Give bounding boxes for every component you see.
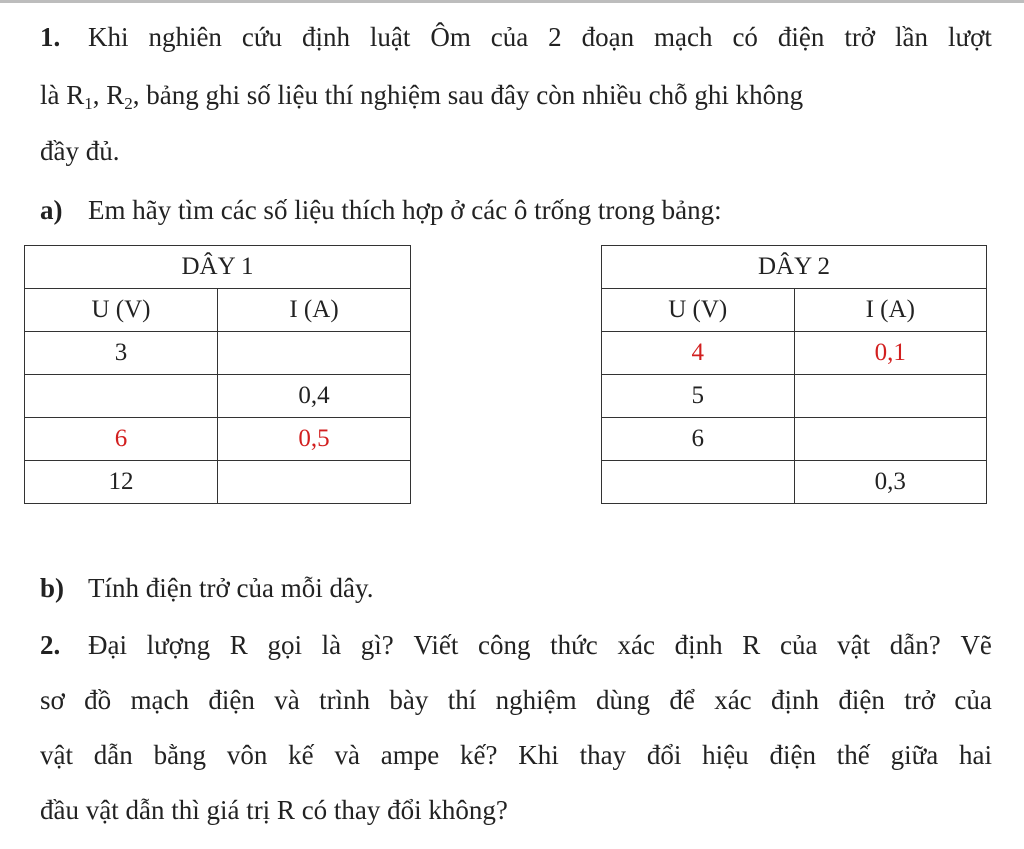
q2-line-1-words bbox=[88, 628, 992, 662]
top-border bbox=[0, 0, 1024, 3]
part-a bbox=[40, 193, 722, 227]
word: kế? bbox=[460, 740, 498, 770]
word: Khi bbox=[518, 740, 559, 770]
word: công bbox=[478, 630, 531, 660]
word: của bbox=[490, 22, 529, 52]
word: nghiệm bbox=[495, 685, 577, 715]
word: là bbox=[321, 630, 342, 660]
table-2-cell-i: 0,1 bbox=[794, 332, 987, 375]
word: của bbox=[779, 630, 818, 660]
word: thế bbox=[836, 740, 870, 770]
q1-line-2-c: , bảng ghi số liệu thí nghiệm sau đây còn nhiều chỗ ghi không bbox=[132, 80, 804, 110]
word: trình bbox=[319, 685, 371, 715]
word: và bbox=[334, 740, 360, 770]
q2-line-2 bbox=[40, 683, 992, 717]
table-row bbox=[602, 418, 987, 461]
subscript-2: 2 bbox=[124, 94, 133, 113]
q2-line-4: đầu vật dẫn thì giá trị R có thay đổi không? bbox=[40, 795, 508, 825]
q1-line-1-words bbox=[88, 20, 992, 54]
word: mạch bbox=[130, 685, 189, 715]
word: định bbox=[771, 685, 820, 715]
word: sơ bbox=[40, 685, 65, 715]
word: trở bbox=[844, 22, 876, 52]
table-2-title: DÂY 2 bbox=[602, 246, 987, 289]
part-b bbox=[40, 571, 373, 605]
table-1-cell-i: 0,4 bbox=[218, 375, 411, 418]
table-1-cell-u: 3 bbox=[25, 332, 218, 375]
table-2-header-i: I (A) bbox=[794, 289, 987, 332]
part-a-text: Em hãy tìm các số liệu thích hợp ở các ô trống trong bảng: bbox=[88, 195, 722, 225]
word: giữa bbox=[890, 740, 939, 770]
word: 2 bbox=[548, 22, 562, 52]
table-1-cell-i: 0,5 bbox=[218, 418, 411, 461]
word: dẫn bbox=[93, 740, 133, 770]
word: hai bbox=[958, 740, 992, 770]
word: Ôm bbox=[430, 22, 471, 52]
word: Vẽ bbox=[960, 630, 992, 660]
word: dùng bbox=[596, 685, 650, 715]
word: để bbox=[669, 685, 695, 715]
table-row bbox=[25, 375, 411, 418]
word: mạch bbox=[654, 22, 713, 52]
word: điện bbox=[769, 740, 816, 770]
word: vật bbox=[837, 630, 871, 660]
table-row bbox=[25, 332, 411, 375]
table-1-header-i: I (A) bbox=[218, 289, 411, 332]
table-1-title: DÂY 1 bbox=[25, 246, 411, 289]
word: định bbox=[301, 22, 350, 52]
table-2-cell-u: 5 bbox=[602, 375, 795, 418]
table-1-cell-u bbox=[25, 375, 218, 418]
table-row bbox=[602, 461, 987, 504]
word: định bbox=[674, 630, 723, 660]
word: đổi bbox=[646, 740, 682, 770]
word: Đại bbox=[88, 630, 127, 660]
word: ampe bbox=[380, 740, 440, 770]
table-1-cell-u: 12 bbox=[25, 461, 218, 504]
word: lượt bbox=[947, 22, 992, 52]
table-row bbox=[602, 375, 987, 418]
part-a-label: a) bbox=[40, 195, 63, 225]
q1-line-1 bbox=[40, 20, 992, 54]
word: kế bbox=[288, 740, 314, 770]
word: của bbox=[954, 685, 992, 715]
word: cứu bbox=[241, 22, 282, 52]
word: xác bbox=[617, 630, 655, 660]
word: thức bbox=[550, 630, 598, 660]
table-day-1 bbox=[24, 245, 411, 504]
table-2-cell-i: 0,3 bbox=[794, 461, 987, 504]
table-2-cell-i bbox=[794, 418, 987, 461]
word: điện bbox=[208, 685, 255, 715]
q1-line-2-b: , R bbox=[92, 80, 125, 110]
word: hiệu bbox=[702, 740, 749, 770]
part-b-text: Tính điện trở của mỗi dây. bbox=[88, 573, 374, 603]
table-2-cell-u bbox=[602, 461, 795, 504]
word: bằng bbox=[153, 740, 207, 770]
word: có bbox=[732, 22, 758, 52]
word: thay bbox=[579, 740, 627, 770]
word: lần bbox=[895, 22, 929, 52]
q2-line-1 bbox=[40, 628, 992, 662]
table-1-cell-u: 6 bbox=[25, 418, 218, 461]
q1-line-3: đầy đủ. bbox=[40, 136, 120, 166]
word: xác bbox=[714, 685, 752, 715]
word: R bbox=[229, 630, 248, 660]
word: dẫn? bbox=[889, 630, 941, 660]
subscript-1: 1 bbox=[84, 94, 93, 113]
word: đồ bbox=[84, 685, 112, 715]
q1-line-2 bbox=[40, 78, 803, 112]
word: luật bbox=[369, 22, 411, 52]
table-2-cell-u: 6 bbox=[602, 418, 795, 461]
table-2-header-u: U (V) bbox=[602, 289, 795, 332]
word: trở bbox=[904, 685, 936, 715]
word: và bbox=[274, 685, 300, 715]
word: bày bbox=[389, 685, 429, 715]
word: R bbox=[742, 630, 761, 660]
table-row bbox=[25, 461, 411, 504]
part-b-label: b) bbox=[40, 573, 65, 603]
word: gì? bbox=[360, 630, 394, 660]
word: Khi bbox=[88, 22, 129, 52]
word: Viết bbox=[413, 630, 459, 660]
word: thí bbox=[447, 685, 477, 715]
table-1-cell-i bbox=[218, 461, 411, 504]
q1-line-2-a: là R bbox=[40, 80, 85, 110]
table-row bbox=[602, 332, 987, 375]
table-1-header-u: U (V) bbox=[25, 289, 218, 332]
word: vôn bbox=[226, 740, 268, 770]
q2-number: 2. bbox=[40, 630, 61, 660]
word: vật bbox=[40, 740, 73, 770]
word: gọi bbox=[267, 630, 302, 660]
table-2-cell-u: 4 bbox=[602, 332, 795, 375]
word: điện bbox=[777, 22, 825, 52]
table-2-cell-i bbox=[794, 375, 987, 418]
word: lượng bbox=[146, 630, 211, 660]
q2-line-3 bbox=[40, 738, 992, 772]
table-row bbox=[25, 418, 411, 461]
word: nghiên bbox=[148, 22, 222, 52]
word: điện bbox=[838, 685, 885, 715]
table-day-2 bbox=[601, 245, 987, 504]
q1-number: 1. bbox=[40, 22, 61, 52]
table-1-cell-i bbox=[218, 332, 411, 375]
word: đoạn bbox=[581, 22, 635, 52]
